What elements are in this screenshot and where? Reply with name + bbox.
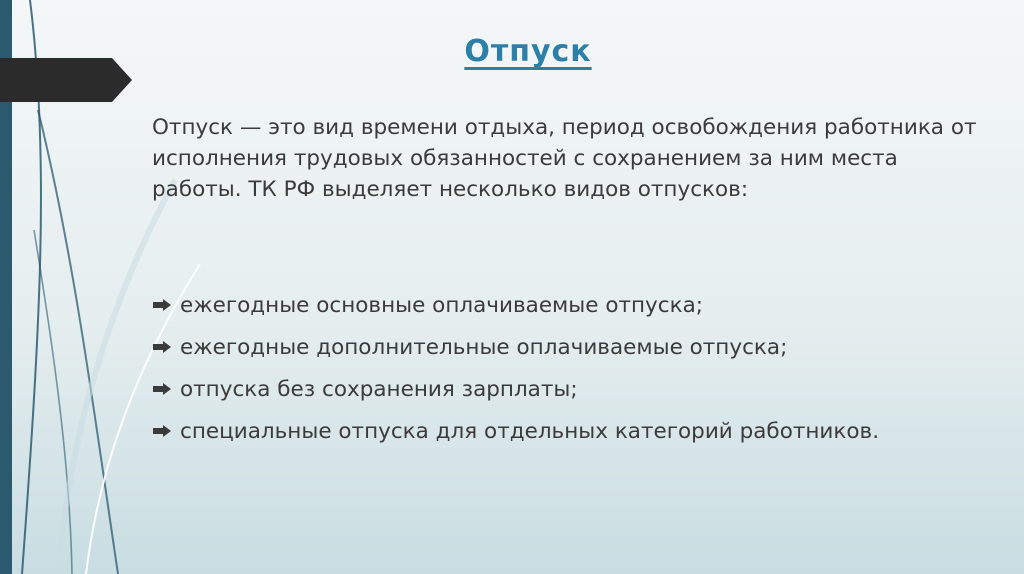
bullet-text: ежегодные основные оплачиваемые отпуска; (180, 292, 704, 318)
pointing-hand-icon (152, 298, 172, 312)
bullet-item (152, 410, 1012, 452)
bullet-item (152, 284, 1012, 326)
intro-paragraph: Отпуск — это вид времени отдыха, период освобождения работника от исполнения трудовых обязанностей с сохранением за ним места работы. ТК РФ выделяет несколько видов отпусков: (152, 115, 977, 202)
pointing-hand-icon (152, 424, 172, 438)
bullet-text: отпуска без сохранения зарплаты; (180, 376, 578, 402)
pointing-hand-icon (152, 340, 172, 354)
bullet-text: специальные отпуска для отдельных категорий работников. (180, 418, 880, 444)
bullet-list (152, 284, 1012, 452)
bullet-item (152, 368, 1012, 410)
bullet-item (152, 326, 1012, 368)
pointing-hand-icon (152, 382, 172, 396)
slide-title: Отпуск (464, 34, 592, 69)
bullet-text: ежегодные дополнительные оплачиваемые отпуска; (180, 334, 788, 360)
